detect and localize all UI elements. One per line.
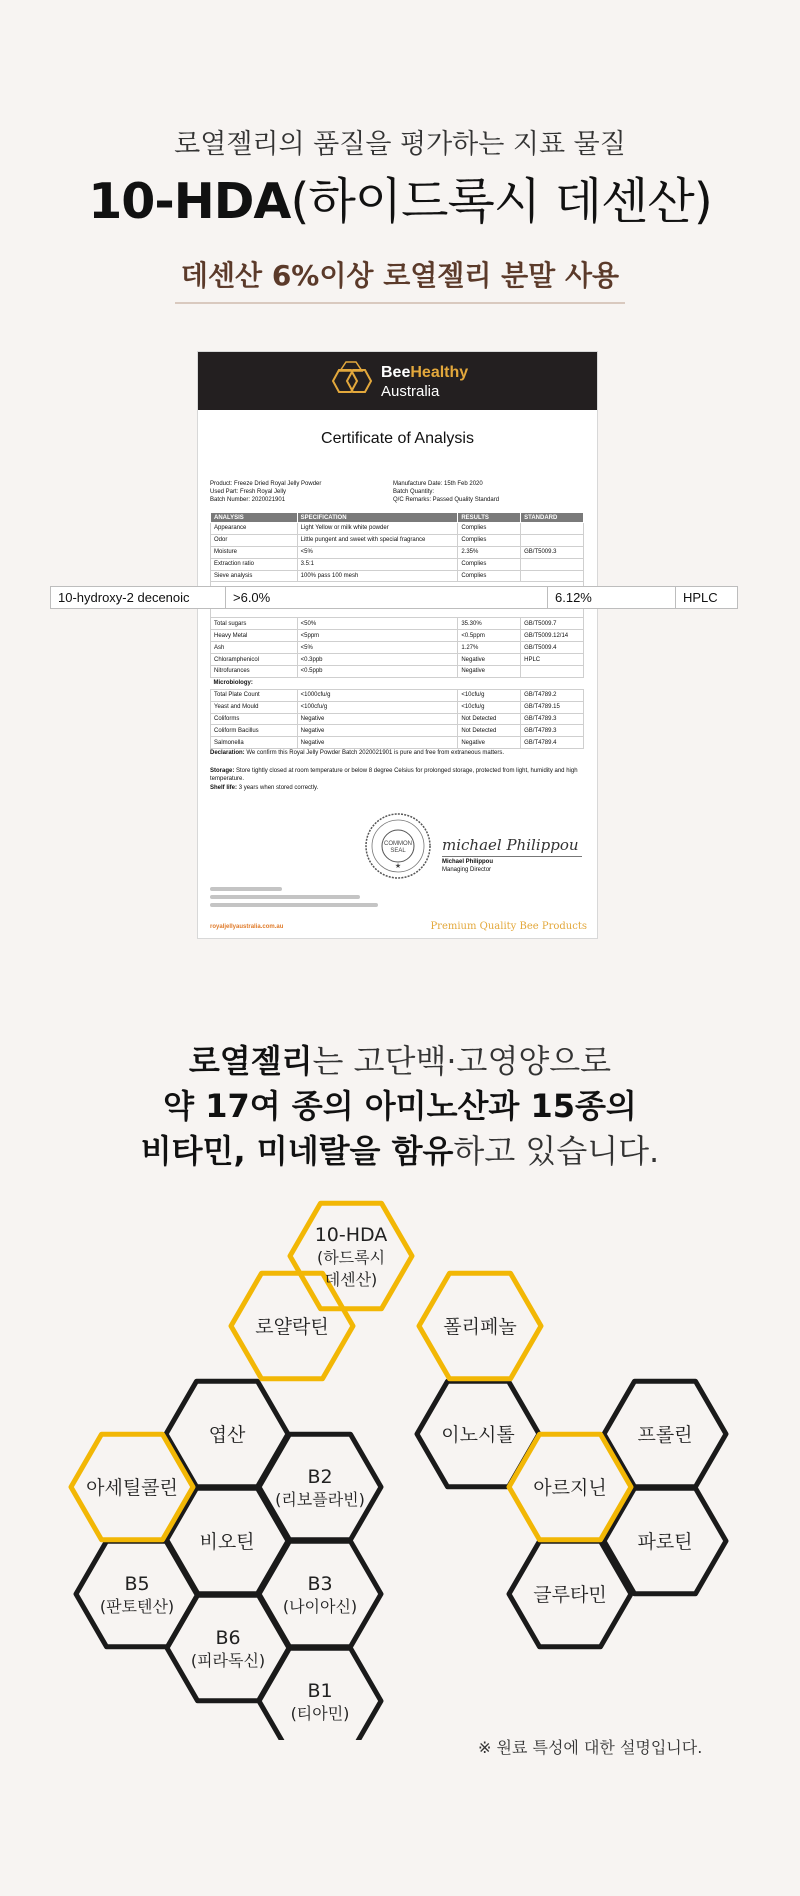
hexagon-label-glutamine: 글루타민 <box>533 1584 607 1606</box>
table-cell: Negative <box>458 654 521 666</box>
table-cell <box>521 523 584 535</box>
table-cell: GB/T4789.3 <box>521 713 584 725</box>
hexagon-label-b3: B3 <box>307 1573 333 1595</box>
hda-result-row <box>50 586 738 609</box>
table-row <box>211 630 584 642</box>
hexagon-sublabel-b6: (피라독신) <box>190 1651 266 1670</box>
composition-bold-1: 로열젤리 <box>188 1042 313 1080</box>
meta-used-part: Used Part: Fresh Royal Jelly <box>210 489 287 495</box>
table-cell: GB/T4789.3 <box>521 725 584 737</box>
table-cell: <5% <box>297 546 458 558</box>
certificate-url: royaljellyaustralia.com.au <box>210 924 284 930</box>
blurred-address-line <box>210 887 282 891</box>
shelf-life-text: 3 years when stored correctly. <box>238 785 319 791</box>
table-cell: <0.5ppb <box>297 666 458 678</box>
svg-text:★: ★ <box>394 862 402 870</box>
table-row <box>211 534 584 546</box>
table-cell: Light Yellow or milk white powder <box>297 523 458 535</box>
title-paren: (하이드록시 데센산) <box>290 173 712 230</box>
composition-light-3: 하고 있습니다. <box>453 1132 660 1170</box>
signer-name: Michael Philippou <box>442 859 494 865</box>
table-cell: 2.35% <box>458 546 521 558</box>
table-cell: GB/T5009.4 <box>521 642 584 654</box>
table-cell: Not Detected <box>458 713 521 725</box>
table-cell: Ash <box>211 642 298 654</box>
signature-line <box>442 856 582 857</box>
hda-standard-cell: HPLC <box>683 590 718 605</box>
hexagon-label-b2: B2 <box>307 1466 333 1488</box>
analysis-table <box>210 512 584 749</box>
table-cell: Odor <box>211 534 298 546</box>
hexagon-label-biotin: 비오틴 <box>199 1531 255 1553</box>
table-cell: Sieve analysis <box>211 570 298 582</box>
table-row <box>211 558 584 570</box>
hexagon-sublabel-hda: (하드록시 <box>316 1248 386 1267</box>
table-cell: Complies <box>458 558 521 570</box>
table-cell: Salmonella <box>211 737 298 749</box>
signer-role: Managing Director <box>442 867 492 873</box>
table-cell: Total sugars <box>211 618 298 630</box>
table-cell <box>521 558 584 570</box>
brand-subtitle: Australia <box>381 383 440 400</box>
brand-name <box>381 364 468 382</box>
table-row <box>211 570 584 582</box>
hexagon-label-poly: 폴리페놀 <box>443 1316 517 1338</box>
table-cell: GB/T4789.2 <box>521 689 584 701</box>
composition-bold-2: 약 17여 종의 아미노산과 15종의 <box>163 1087 637 1125</box>
table-cell <box>521 570 584 582</box>
highlight-text: 데센산 6%이상 로열젤리 분말 사용 <box>175 254 625 304</box>
table-cell: Little pungent and sweet with special fragrance <box>297 534 458 546</box>
hexagon-label-hda: 10-HDA <box>314 1224 388 1246</box>
table-cell: <50% <box>297 618 458 630</box>
table-row <box>211 654 584 666</box>
table-cell: Complies <box>458 523 521 535</box>
certificate-of-analysis <box>197 351 598 939</box>
table-cell: Not Detected <box>458 725 521 737</box>
hexagon-label-inositol: 이노시톨 <box>441 1424 515 1446</box>
table-cell: Negative <box>297 713 458 725</box>
blurred-address-line <box>210 895 360 899</box>
table-cell: GB/T4789.4 <box>521 737 584 749</box>
seal-text-1: COMMON <box>384 841 412 847</box>
table-cell: GB/T5009.7 <box>521 618 584 630</box>
table-row <box>211 523 584 535</box>
company-seal-icon <box>364 812 432 880</box>
table-cell: GB/T5009.3 <box>521 546 584 558</box>
meta-qc-remarks: Q/C Remarks: Passed Quality Standard <box>393 497 500 503</box>
shelf-life-note <box>210 785 586 793</box>
table-cell: Total Plate Count <box>211 689 298 701</box>
composition-light-1: 는 고단백·고영양으로 <box>312 1042 612 1080</box>
composition-line-2 <box>0 1081 800 1127</box>
brand-part2: Healthy <box>410 364 469 381</box>
table-cell: Yeast and Mould <box>211 701 298 713</box>
shelf-life-label: Shelf life: <box>210 785 238 791</box>
hexagon-sublabel-b1: (티아민) <box>290 1704 350 1723</box>
table-row <box>211 725 584 737</box>
brand-part1: Bee <box>381 364 411 381</box>
table-body <box>211 523 584 749</box>
table-cell: <0.3ppb <box>297 654 458 666</box>
highlight-banner <box>0 254 800 304</box>
table-row <box>211 713 584 725</box>
hexagon-label-b6: B6 <box>215 1627 241 1649</box>
table-row <box>211 618 584 630</box>
hda-result-cell: 6.12% <box>548 587 676 608</box>
table-cell: <10cfu/g <box>458 701 521 713</box>
hexagon-layer <box>71 1203 726 1740</box>
product-meta <box>210 480 321 504</box>
table-cell: <100cfu/g <box>297 701 458 713</box>
table-cell: <5% <box>297 642 458 654</box>
table-row <box>211 689 584 701</box>
signature: michael Philippou <box>442 836 579 854</box>
composition-bold-3: 비타민, 미네랄을 함유 <box>140 1132 454 1170</box>
table-cell: 1.27% <box>458 642 521 654</box>
hexagon-label-royal: 로얄락틴 <box>255 1316 329 1338</box>
storage-text: Store tightly closed at room temperature or below 8 degree Celsius for prolonged storage, protected from light, humidity and high temperature. <box>210 768 578 782</box>
table-cell: Extraction ratio <box>211 558 298 570</box>
table-cell: GB/T5009.12/14 <box>521 630 584 642</box>
declaration-note <box>210 750 586 758</box>
table-cell: HPLC <box>521 654 584 666</box>
composition-line-1 <box>0 1036 800 1082</box>
table-cell: <0.5ppm <box>458 630 521 642</box>
composition-line-3 <box>0 1126 800 1172</box>
table-cell: Coliform Bacillus <box>211 725 298 737</box>
table-cell: Moisture <box>211 546 298 558</box>
table-cell: <10cfu/g <box>458 689 521 701</box>
footnote: ※ 원료 특성에 대한 설명입니다. <box>478 1738 703 1757</box>
hexagon-label-acetyl: 아세틸콜린 <box>86 1477 178 1499</box>
hexagon-sublabel-b5: (판토텐산) <box>99 1597 175 1616</box>
table-header-cell: ANALYSIS <box>211 513 298 523</box>
table-cell: 3.5:1 <box>297 558 458 570</box>
seal-text-2: SEAL <box>390 848 406 854</box>
table-cell: Chloramphenicol <box>211 654 298 666</box>
microbiology-heading: Microbiology: <box>213 680 253 687</box>
certificate-tagline: Premium Quality Bee Products <box>430 921 587 932</box>
blurred-address-line <box>210 903 378 907</box>
page-title <box>0 163 800 233</box>
table-cell: <5ppm <box>297 630 458 642</box>
table-cell: Heavy Metal <box>211 630 298 642</box>
certificate-header <box>198 352 597 410</box>
table-header-cell: SPECIFICATION <box>297 513 458 523</box>
table-row <box>211 666 584 678</box>
table-row <box>211 701 584 713</box>
table-cell: Coliforms <box>211 713 298 725</box>
hexagon-label-taurine: 파로틴 <box>637 1531 693 1553</box>
table-cell: Complies <box>458 570 521 582</box>
hda-spec-cell: >6.0% <box>226 587 548 608</box>
table-row <box>211 546 584 558</box>
table-row <box>211 642 584 654</box>
table-cell: Complies <box>458 534 521 546</box>
title-main: 10-HDA <box>88 173 291 230</box>
meta-batch-quantity: Batch Quantity: <box>393 489 435 495</box>
certificate-title: Certificate of Analysis <box>321 430 474 447</box>
hexagon-label-b5: B5 <box>124 1573 150 1595</box>
hexagon-label-b1: B1 <box>307 1680 333 1702</box>
table-cell: Negative <box>458 737 521 749</box>
storage-note <box>210 768 586 783</box>
table-cell: <1000cfu/g <box>297 689 458 701</box>
hexagon-sublabel-hda: 데센산) <box>324 1270 378 1289</box>
hexagon-sublabel-b2: (리보플라빈) <box>275 1490 365 1509</box>
table-cell: Appearance <box>211 523 298 535</box>
hexagon-label-folic: 엽산 <box>208 1424 246 1446</box>
table-cell: 35.30% <box>458 618 521 630</box>
table-cell: 100% pass 100 mesh <box>297 570 458 582</box>
hexagon-label-proline: 프롤린 <box>637 1424 693 1446</box>
hda-analysis-cell: 10-hydroxy-2 decenoic <box>51 587 226 608</box>
meta-manufacture-date: Manufacture Date: 15th Feb 2020 <box>393 481 483 487</box>
table-section-row <box>211 677 584 689</box>
table-header-cell: STANDARD <box>521 513 584 523</box>
table-cell: Negative <box>297 725 458 737</box>
declaration-label: Declaration: <box>210 750 245 756</box>
batch-meta <box>393 480 499 504</box>
nutrient-honeycomb <box>0 1200 800 1740</box>
table-cell <box>521 534 584 546</box>
hexagon-sublabel-b3: (나이아신) <box>282 1597 358 1616</box>
table-row <box>211 737 584 749</box>
beehive-logo-icon <box>323 361 373 401</box>
storage-label: Storage: <box>210 768 235 774</box>
table-header-cell: RESULTS <box>458 513 521 523</box>
intro-subtitle: 로열젤리의 품질을 평가하는 지표 물질 <box>174 129 626 160</box>
table-cell: Nitrofurances <box>211 666 298 678</box>
table-header-row <box>211 513 584 523</box>
table-cell: Negative <box>297 737 458 749</box>
table-cell: Negative <box>458 666 521 678</box>
table-cell: GB/T4789.15 <box>521 701 584 713</box>
meta-product: Product: Freeze Dried Royal Jelly Powder <box>210 481 322 487</box>
table-cell <box>521 666 584 678</box>
declaration-text: We confirm this Royal Jelly Powder Batch 2020021901 is pure and free from extraneous matters. <box>246 750 505 756</box>
hexagon-label-arginine: 아르지닌 <box>533 1477 607 1499</box>
meta-batch-number: Batch Number: 2020021901 <box>210 497 286 503</box>
